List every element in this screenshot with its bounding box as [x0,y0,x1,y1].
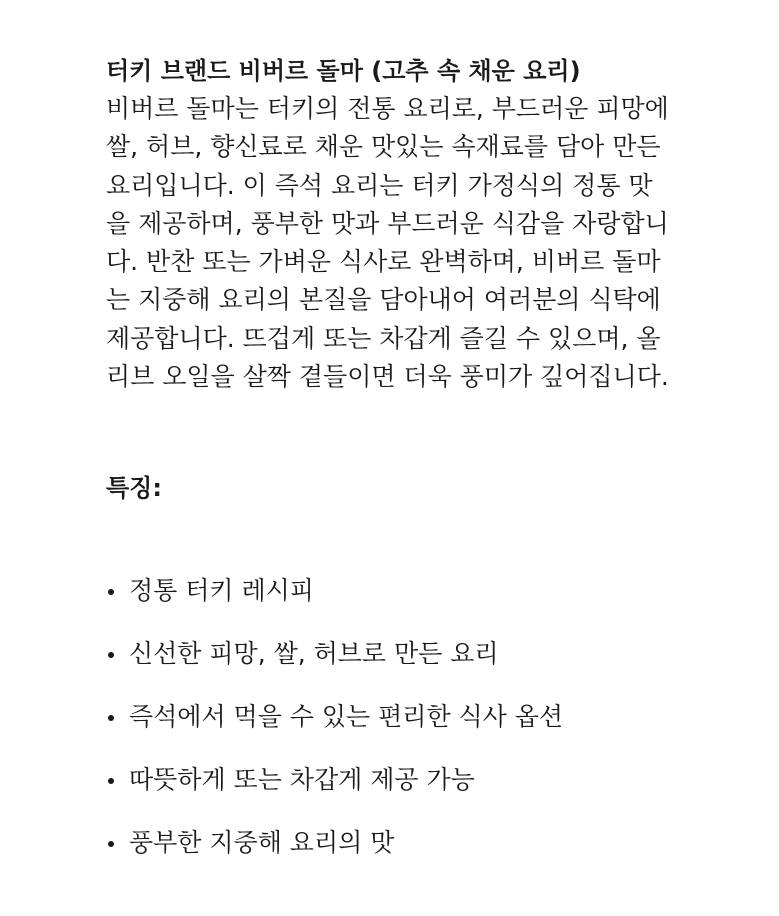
description-line: 리브 오일을 살짝 곁들이면 더욱 풍미가 깊어집니다. [106,362,669,392]
description-line: 을 제공하며, 풍부한 맛과 부드러운 식감을 자랑합니 [106,208,669,238]
bullet-icon [108,652,114,658]
list-item [106,634,563,674]
feature-text: 즉석에서 먹을 수 있는 편리한 식사 옵션 [129,702,564,731]
bullet-icon [108,715,114,721]
bullet-icon [108,778,114,784]
list-item [106,760,563,800]
list-item [106,697,563,737]
description-line: 다. 반찬 또는 가벼운 식사로 완벽하며, 비버르 돌마 [106,247,661,277]
bullet-icon [108,589,114,595]
features-heading: 특징: [106,474,162,502]
feature-text: 따뜻하게 또는 차갑게 제공 가능 [129,765,475,794]
description-line: 요리입니다. 이 즉석 요리는 터키 가정식의 정통 맛 [106,170,653,200]
feature-text: 신선한 피망, 쌀, 허브로 만든 요리 [129,639,499,668]
description-line: 제공합니다. 뜨겁게 또는 차갑게 즐길 수 있으며, 올 [106,323,661,353]
feature-text: 풍부한 지중해 요리의 맛 [129,828,395,857]
list-item [106,571,563,611]
description-line: 쌀, 허브, 향신료로 채운 맛있는 속재료를 담아 만든 [106,132,661,162]
description-line: 비버르 돌마는 터키의 전통 요리로, 부드러운 피망에 [106,94,669,123]
document-body [106,52,736,857]
document-title: 터키 브랜드 비버르 돌마 (고추 속 채운 요리) [106,57,581,85]
description [106,90,736,396]
list-item [106,823,563,863]
bullet-icon [108,841,114,847]
features-list [106,571,563,886]
description-line: 는 지중해 요리의 본질을 담아내어 여러분의 식탁에 [106,285,661,315]
feature-text: 정통 터키 레시피 [129,576,314,605]
